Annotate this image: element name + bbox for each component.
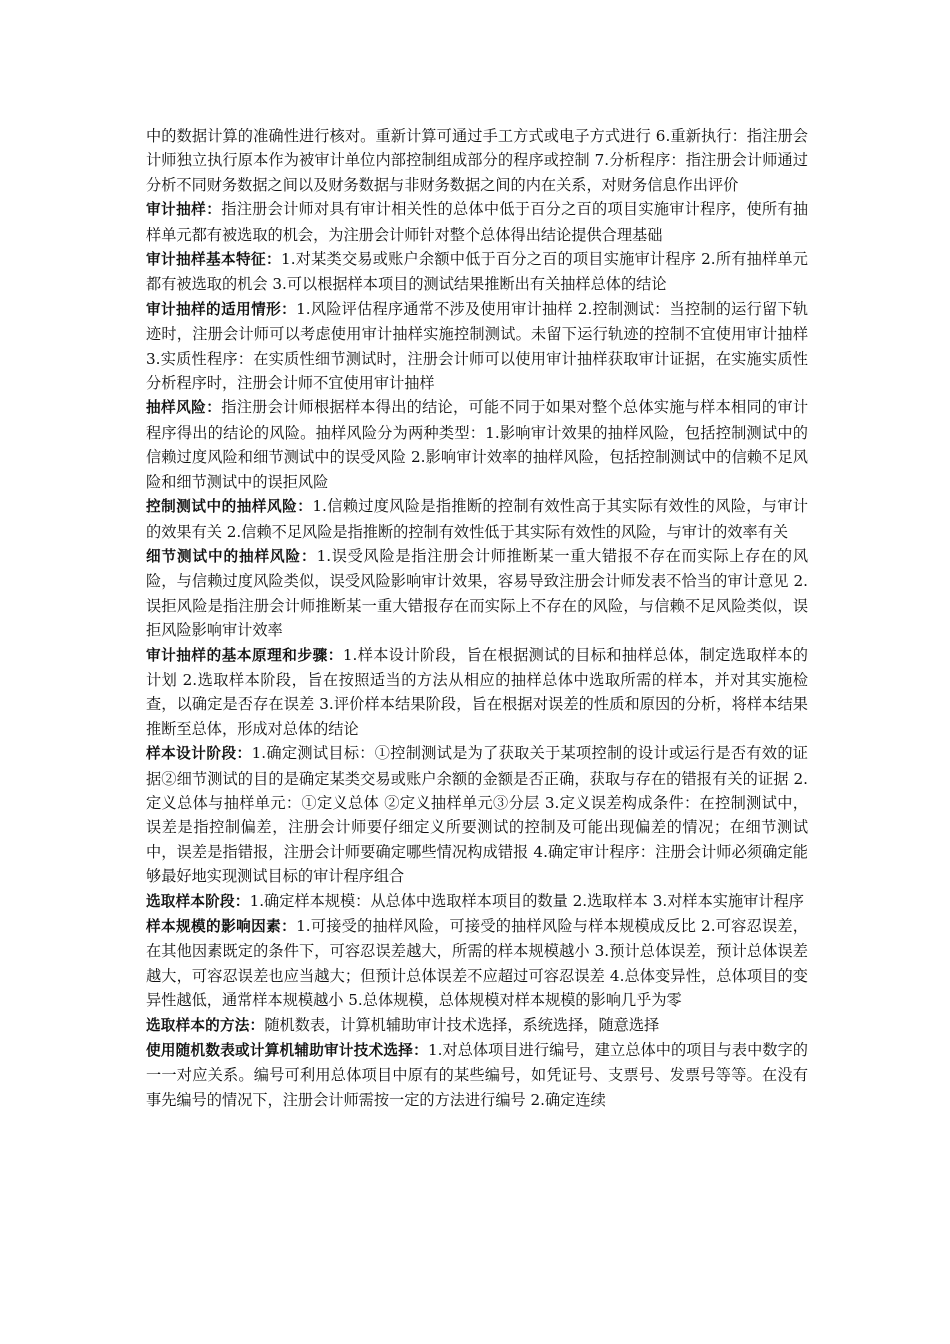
term-heading: 使用随机数表或计算机辅助审计技术选择： [146, 1042, 428, 1060]
term-heading: 选取样本阶段： [146, 892, 250, 910]
paragraph-text: 1.信赖过度风险是指推断的控制有效性高于其实际有效性的风险，与审计的效果有关 2.信赖不足风险是指推断的控制有效性低于其实际有效性的风险，与审计的效率有关 [146, 497, 808, 541]
paragraph-text: 1.样本设计阶段，旨在根据测试的目标和抽样总体，制定选取样本的计划 2.选取样本阶段，旨在按照适当的方法从相应的抽样总体中选取所需的样本，并对其实施检查，以确定是否存在误差 3.评价样本结果阶段，旨在根据对误差的性质和原因的分析，将样本结果推断至总体，形成对总体的结论 [146, 645, 808, 738]
paragraph-text: 1.对某类交易或账户余额中低于百分之百的项目实施审计程序 2.所有抽样单元都有被选取的机会 3.可以根据样本项目的测试结果推断出有关抽样总体的结论 [146, 250, 808, 294]
term-heading: 选取样本的方法： [146, 1016, 265, 1034]
paragraph-text: 1.确定样本规模：从总体中选取样本项目的数量 2.选取样本 3.对样本实施审计程序 [249, 891, 804, 910]
term-heading: 审计抽样的适用情形： [146, 300, 297, 318]
paragraph-text: 1.确定测试目标：①控制测试是为了获取关于某项控制的设计或运行是否有效的证据②细节测试的目的是确定某类交易或账户余额的金额是否正确，获取与存在的错报有关的证据 2.定义总体与抽样单元：①定义总体 ②定义抽样单元③分层 3.定义误差构成条件：在控制测试中，误差是指控制偏差，注册会计师要仔细定义所要测试的控制及可能出现偏差的情况；在细节测试中，误差是指错报，注册会计师要确定哪些情况构成错报 4.确定审计程序：注册会计师必须确定能够最好地实现测试目标的审计程序组合 [146, 744, 808, 886]
paragraph-continuation [146, 124, 808, 197]
document-page [146, 124, 808, 1112]
paragraph-control-test-risk [146, 494, 808, 544]
paragraph-text: 1.可接受的抽样风险，可接受的抽样风险与样本规模成反比 2.可容忍误差，在其他因素既定的条件下，可容忍误差越大，所需的样本规模越小 3.预计总体误差，预计总体误差越大，可容忍误差也应当越大；但预计总体误差不应超过可容忍误差 4.总体变异性，总体项目的变异性越低，通常样本规模越小 5.总体规模，总体规模对样本规模的影响几乎为零 [146, 917, 808, 1010]
paragraph-text: 1.误受风险是指注册会计师推断某一重大错报不存在而实际上存在的风险，与信赖过度风险类似，误受风险影响审计效果，容易导致注册会计师发表不恰当的审计意见 2.误拒风险是指注册会计师推断某一重大错报存在而实际上不存在的风险，与信赖不足风险类似，误拒风险影响审计效率 [146, 546, 809, 640]
paragraph-sample-design [146, 741, 808, 888]
paragraph-sample-size-factors [146, 914, 808, 1013]
paragraph-text: 指注册会计师对具有审计相关性的总体中低于百分之百的项目实施审计程序，使所有抽样单元都有被选取的机会，为注册会计师针对整个总体得出结论提供合理基础 [146, 200, 809, 244]
paragraph-sampling-features [146, 247, 808, 297]
term-heading: 抽样风险： [146, 399, 222, 417]
paragraph-selection-methods [146, 1013, 808, 1038]
paragraph-text: 中的数据计算的准确性进行核对。重新计算可通过手工方式或电子方式进行 6.重新执行：指注册会计师独立执行原本作为被审计单位内部控制组成部分的程序或控制 7.分析程序：指注册会计师通过分析不同财务数据之间以及财务数据与非财务数据之间的内在关系，对财务信息作出评价 [146, 127, 808, 194]
term-heading: 控制测试中的抽样风险： [146, 498, 313, 516]
term-heading: 审计抽样的基本原理和步骤： [146, 646, 343, 664]
paragraph-sample-selection [146, 889, 808, 914]
term-heading: 审计抽样： [146, 201, 222, 219]
paragraph-text: 1.风险评估程序通常不涉及使用审计抽样 2.控制测试：当控制的运行留下轨迹时，注册会计师可以考虑使用审计抽样实施控制测试。未留下运行轨迹的控制不宜使用审计抽样 3.实质性程序：在实质性细节测试时，注册会计师可以使用审计抽样获取审计证据，在实施实质性分析程序时，注册会计师不宜使用审计抽样 [146, 299, 808, 393]
paragraph-detail-test-risk [146, 544, 808, 643]
term-heading: 细节测试中的抽样风险： [146, 547, 317, 565]
paragraph-text: 1.对总体项目进行编号，建立总体中的项目与表中数字的一一对应关系。编号可利用总体项目中原有的某些编号，如凭证号、支票号、发票号等等。在没有事先编号的情况下，注册会计师需按一定的方法进行编号 2.确定连续 [146, 1041, 808, 1109]
paragraph-random-table-selection [146, 1038, 808, 1112]
term-heading: 样本设计阶段： [146, 745, 252, 763]
paragraph-audit-sampling [146, 197, 808, 247]
term-heading: 审计抽样基本特征： [146, 251, 282, 269]
paragraph-sampling-risk [146, 395, 808, 494]
term-heading: 样本规模的影响因素： [146, 918, 297, 935]
paragraph-text: 指注册会计师根据样本得出的结论，可能不同于如果对整个总体实施与样本相同的审计程序得出的结论的风险。抽样风险分为两种类型：1.影响审计效果的抽样风险，包括控制测试中的信赖过度风险和细节测试中的误受风险 2.影响审计效率的抽样风险，包括控制测试中的信赖不足风险和细节测试中的误拒风险 [146, 398, 809, 491]
paragraph-applicable-cases [146, 297, 808, 396]
paragraph-principles-steps [146, 643, 808, 742]
paragraph-text: 随机数表，计算机辅助审计技术选择，系统选择，随意选择 [264, 1015, 660, 1034]
